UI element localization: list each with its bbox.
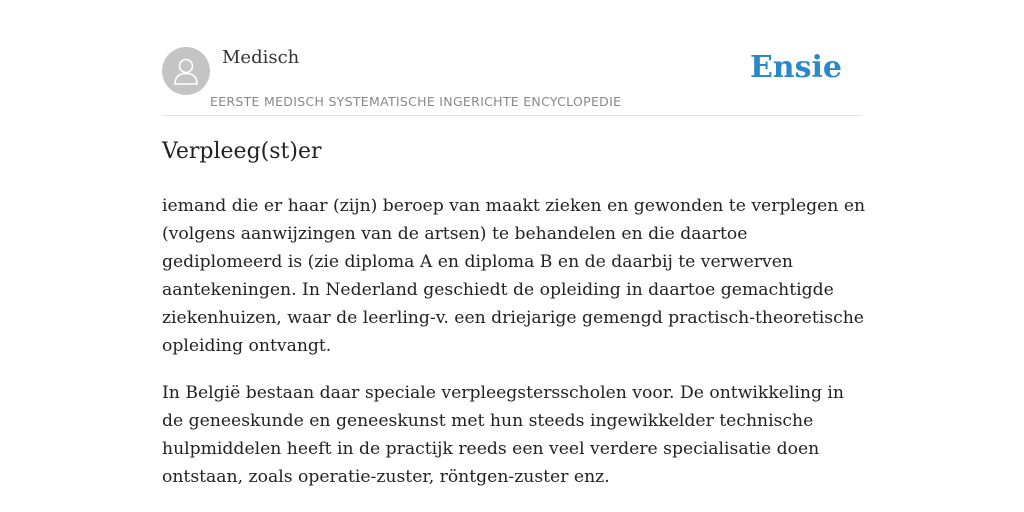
source-header xyxy=(162,46,862,116)
article-paragraph: In België bestaan daar speciale verpleegstersscholen voor. De ontwikkeling in de geneeskunde en geneeskunst met hun steeds ingewikkelder technische hulpmiddelen heeft in de practijk reeds een veel verdere specialisatie doen ontstaan, zoals operatie-zuster, röntgen-zuster enz. xyxy=(162,383,845,487)
user-icon xyxy=(172,56,200,86)
source-subtitle: EERSTE MEDISCH SYSTEMATISCHE INGERICHTE ENCYCLOPEDIE xyxy=(210,94,622,109)
avatar[interactable] xyxy=(162,47,210,95)
article-title: Verpleeg(st)er xyxy=(162,139,322,164)
source-name[interactable]: Medisch xyxy=(222,47,300,68)
article-body xyxy=(162,192,868,510)
brand-logo[interactable]: Ensie xyxy=(749,50,842,85)
article-paragraph: iemand die er haar (zijn) beroep van maakt zieken en gewonden te verplegen en (volgens aanwijzingen van de artsen) te behandelen en die daartoe gediplomeerd is (zie diploma A en diploma B en de daarbij te verwerven aantekeningen. In Nederland geschiedt de opleiding in daartoe gemachtigde ziekenhuizen, waar de leerling-v. een driejarige gemengd practisch-theoretische opleiding ontvangt. xyxy=(162,196,866,356)
